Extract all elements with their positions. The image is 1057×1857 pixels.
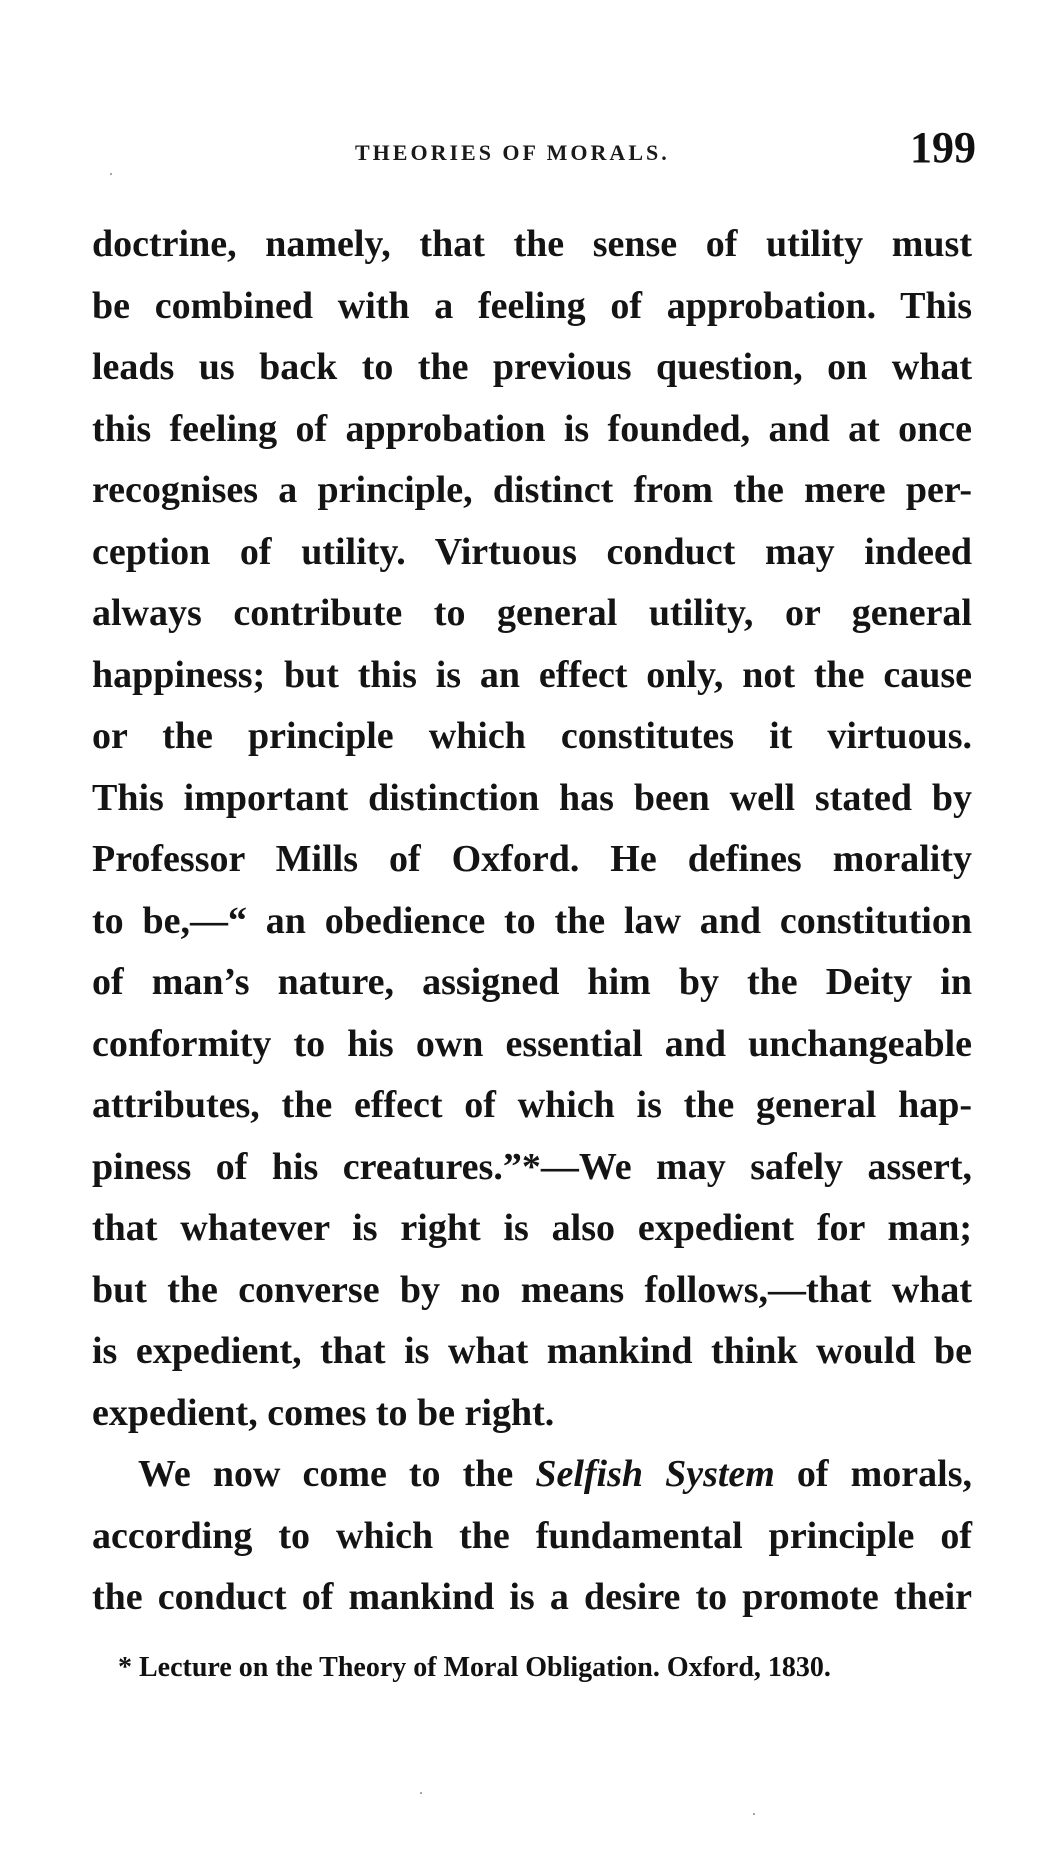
text-line: conformity to his own essential and unchangeable <box>92 1022 972 1065</box>
text-line: but the converse by no means follows,—that what <box>92 1268 972 1311</box>
text-line: always contribute to general utility, or general <box>92 592 972 634</box>
footnote: * Lecture on the Theory of Moral Obligation. Oxford, 1830. <box>118 1652 831 1683</box>
text-line: piness of his creatures.”*—We may safely assert, <box>92 1145 972 1188</box>
text-line: This important distinction has been well stated by <box>92 776 972 819</box>
paper-speck <box>420 1792 422 1794</box>
text-line: this feeling of approbation is founded, and at once <box>92 407 972 450</box>
paper-speck <box>753 1813 755 1815</box>
paragraph-2-line-1 <box>92 1444 972 1506</box>
text-line: expedient, comes to be right. <box>92 1391 555 1434</box>
page-number: 199 <box>910 123 976 172</box>
text-line: attributes, the effect of which is the general hap- <box>92 1084 972 1126</box>
text-line: leads us back to the previous question, on what <box>92 346 972 388</box>
running-header: THEORIES OF MORALS. <box>355 140 670 165</box>
text-line: or the principle which constitutes it virtuous. <box>92 715 972 757</box>
text-line: ception of utility. Virtuous conduct may indeed <box>92 530 972 573</box>
text-line: recognises a principle, distinct from the mere per- <box>92 469 972 511</box>
text-line: the conduct of mankind is a desire to promote their <box>92 1576 972 1618</box>
text-line: that whatever is right is also expedient for man; <box>92 1207 972 1249</box>
paper-speck <box>110 173 112 175</box>
body-text <box>92 214 972 1629</box>
text-line: happiness; but this is an effect only, not the cause <box>92 653 972 696</box>
text-line: doctrine, namely, that the sense of utility must <box>92 223 972 265</box>
text-run: of morals, <box>774 1453 972 1495</box>
text-run: We now come to the <box>138 1453 536 1495</box>
text-line: according to which the fundamental principle of <box>92 1514 972 1557</box>
italic-term: Selfish System <box>535 1453 775 1495</box>
text-line: Professor Mills of Oxford. He defines morality <box>92 838 972 880</box>
text-line: to be,—“ an obedience to the law and constitution <box>92 899 972 942</box>
text-line: be combined with a feeling of approbation. This <box>92 284 972 327</box>
text-line: of man’s nature, assigned him by the Deity in <box>92 961 972 1003</box>
text-line: is expedient, that is what mankind think would be <box>92 1330 972 1372</box>
